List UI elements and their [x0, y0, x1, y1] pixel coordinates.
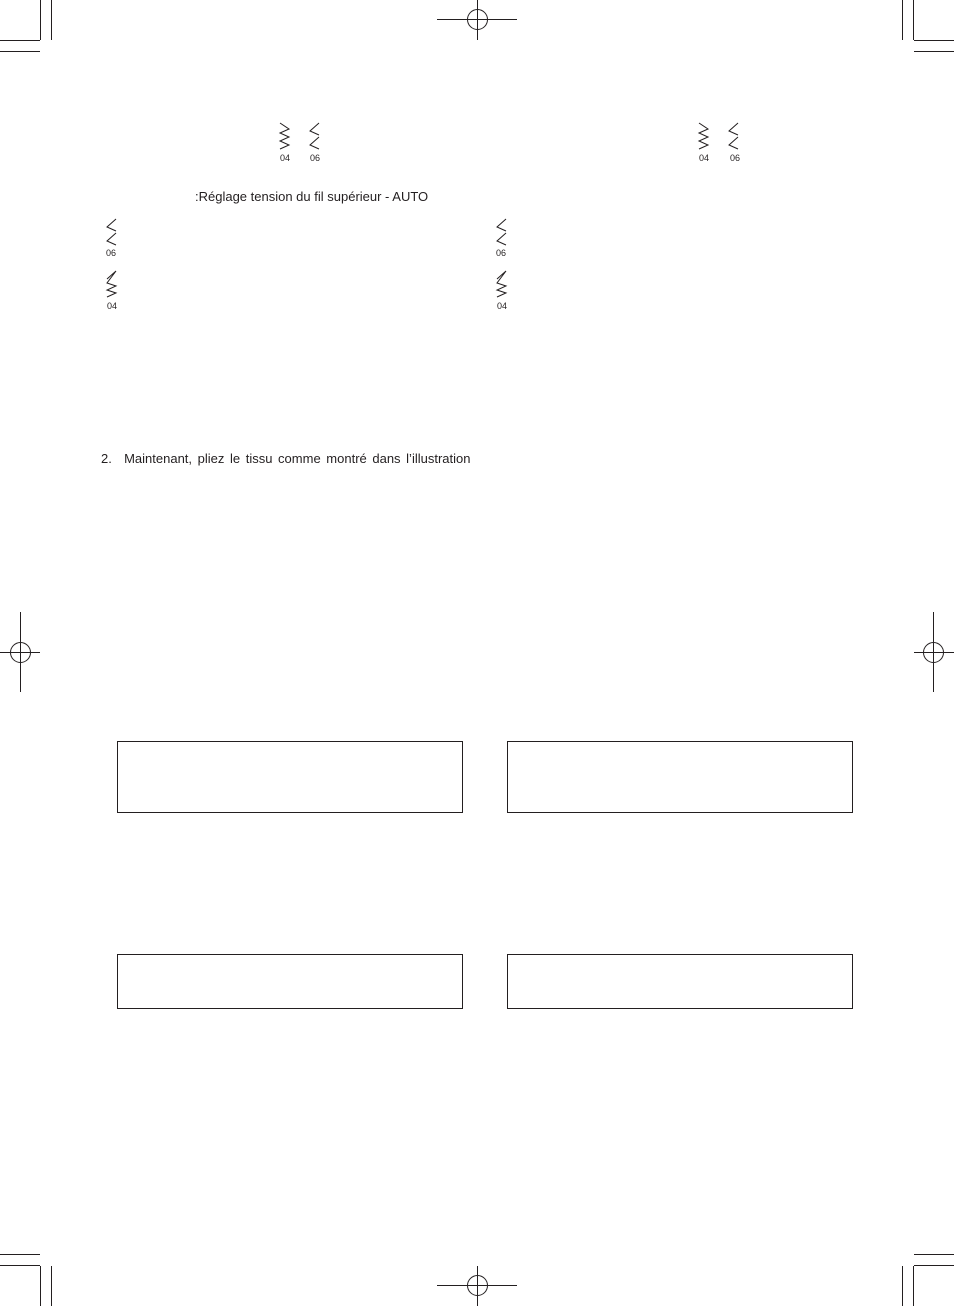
overlock-stitch-icon	[492, 218, 510, 248]
step-2-instruction	[101, 452, 470, 465]
note-box-lower-left	[117, 954, 463, 1009]
zigzag-stitch-icon	[276, 122, 294, 152]
stitch-code: 04	[496, 301, 507, 311]
stitch-code: 06	[729, 153, 740, 163]
stitch-code: 06	[105, 248, 116, 258]
zigzag-stitch-icon	[492, 270, 510, 300]
note-box-lower-right	[507, 954, 853, 1009]
stitch-code: 04	[279, 153, 290, 163]
stitch-code: 04	[106, 301, 117, 311]
stitch-code: 04	[698, 153, 709, 163]
step-text: Maintenant, pliez le tissu comme montré dans l’illustration	[124, 451, 471, 466]
note-box-upper-left	[117, 741, 463, 813]
step-number: 2.	[101, 451, 112, 466]
zigzag-stitch-icon	[695, 122, 713, 152]
overlock-stitch-icon	[306, 122, 324, 152]
note-box-upper-right	[507, 741, 853, 813]
overlock-stitch-icon	[102, 218, 120, 248]
thread-tension-label: :Réglage tension du fil supérieur - AUTO	[195, 189, 429, 204]
zigzag-stitch-icon	[102, 270, 120, 300]
stitch-code: 06	[309, 153, 320, 163]
stitch-code: 06	[495, 248, 506, 258]
overlock-stitch-icon	[725, 122, 743, 152]
